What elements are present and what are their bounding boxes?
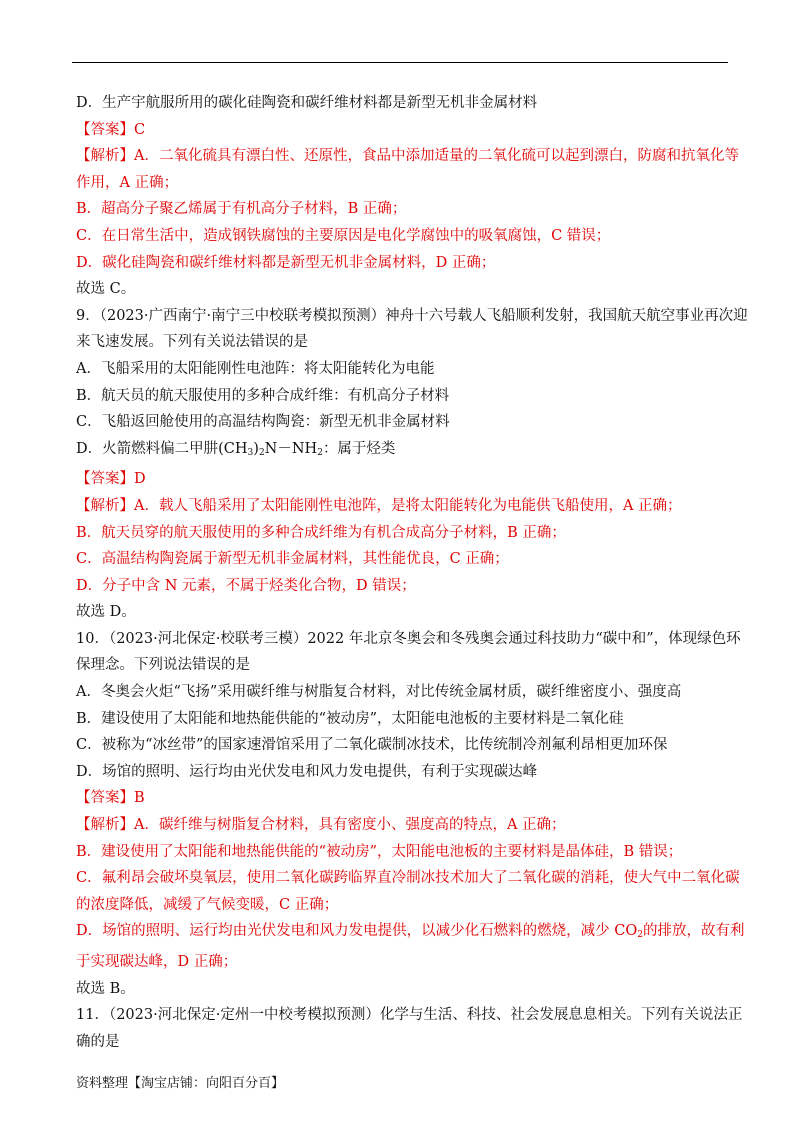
- question-text-line: 故选 C。: [76, 281, 136, 298]
- formula-part: 2: [317, 447, 323, 458]
- answer-analysis-line: D．碳化硅陶瓷和碳纤维材料都是新型无机非金属材料，D 正确；: [76, 254, 496, 271]
- question-text-line: 9．（2023·广西南宁·南宁三中校联考模拟预测）神舟十六号载人飞船顺利发射，我国航天航空事业再次迎: [76, 307, 748, 324]
- answer-analysis-line: 【答案】B: [76, 790, 145, 807]
- answer-analysis-line: B．超高分子聚乙烯属于有机高分子材料，B 正确；: [76, 201, 407, 218]
- answer-analysis-line: 【解析】A．载人飞船采用了太阳能刚性电池阵，是将太阳能转化为电能供飞船使用，A 正确；: [76, 497, 682, 514]
- answer-analysis-line: 【答案】C: [76, 121, 146, 138]
- answer-analysis-line: 作用，A 正确；: [76, 174, 179, 191]
- header-rule: [72, 62, 728, 63]
- question-text-line: D．场馆的照明、运行均由光伏发电和风力发电提供，有利于实现碳达峰: [76, 763, 538, 780]
- formula-part: ): [253, 440, 259, 457]
- answer-analysis-line: 于实现碳达峰，D 正确；: [76, 954, 238, 970]
- document-body: [76, 90, 748, 1055]
- question-text-line: A．飞船采用的太阳能刚性电池阵：将太阳能转化为电能: [76, 360, 435, 377]
- question-text-line: 保理念。下列说法错误的是: [76, 657, 250, 674]
- formula-part: N－NH: [264, 440, 318, 457]
- question-text-line: B．建设使用了太阳能和地热能供能的“被动房”，太阳能电池板的主要材料是二氧化硅: [76, 710, 624, 727]
- answer-analysis-line: C．氟利昂会破坏臭氧层，使用二氧化碳跨临界直冷制冰技术加大了二氧化碳的消耗，使大气中二氧化碳: [76, 870, 740, 887]
- answer-analysis-line: 【答案】D: [76, 471, 146, 488]
- answer-analysis-line: 的浓度降低，减缓了气候变暖，C 正确；: [76, 896, 339, 913]
- question-text-line: B．航天员的航天服使用的多种合成纤维：有机高分子材料: [76, 387, 450, 404]
- answer-analysis-line: C．在日常生活中，造成钢铁腐蚀的主要原因是电化学腐蚀中的吸氧腐蚀，C 错误；: [76, 227, 611, 244]
- footer-text: 资料整理【淘宝店铺：向阳百分百】: [76, 1076, 285, 1091]
- answer-analysis-line: 【解析】A．碳纤维与树脂复合材料，具有密度小、强度高的特点，A 正确；: [76, 817, 566, 834]
- formula-part: 2: [258, 447, 265, 458]
- answer-analysis-line: 【解析】A．二氧化硫具有漂白性、还原性，食品中添加适量的二氧化硫可以起到漂白，防腐和抗氧化等: [76, 148, 739, 165]
- formula-part: D．火箭燃料偏二甲肼(CH: [76, 440, 248, 457]
- formula-part: 3: [247, 447, 254, 458]
- question-text-line: D．生产宇航服所用的碳化硅陶瓷和碳纤维材料都是新型无机非金属材料: [76, 95, 538, 111]
- question-text-line: 故选 D。: [76, 604, 136, 621]
- co2-part: D．场馆的照明、运行均由光伏发电和风力发电提供，以减少化石燃料的燃烧，减少 CO: [76, 923, 638, 940]
- question-text-line: 来飞速发展。下列有关说法错误的是: [76, 334, 308, 351]
- question-text-line: 故选 B。: [76, 980, 135, 997]
- answer-analysis-line: B．建设使用了太阳能和地热能供能的“被动房”，太阳能电池板的主要材料是晶体硅，B 错误；: [76, 843, 683, 860]
- question-text-line: 11．（2023·河北保定·定州一中校考模拟预测）化学与生活、科技、社会发展息息相关。下列有关说法正: [76, 1007, 743, 1024]
- question-text-line: C．飞船返回舱使用的高温结构陶瓷：新型无机非金属材料: [76, 414, 450, 431]
- analysis-line-co2: [76, 918, 745, 949]
- question-option-formula: [76, 436, 726, 467]
- answer-analysis-line: C．高温结构陶瓷属于新型无机非金属材料，其性能优良，C 正确；: [76, 551, 509, 568]
- question-text-line: 10．（2023·河北保定·校联考三模）2022 年北京冬奥会和冬残奥会通过科技助力“碳中和”，体现绿色环: [76, 630, 741, 647]
- question-text-line: 确的是: [76, 1033, 120, 1050]
- question-text-line: C．被称为“冰丝带”的国家速滑馆采用了二氧化碳制冰技术，比传统制冷剂氟利昂相更加环保: [76, 737, 668, 754]
- answer-analysis-line: D．分子中含 N 元素，不属于烃类化合物，D 错误；: [76, 577, 416, 594]
- co2-part: 2: [637, 930, 643, 941]
- answer-analysis-line: B．航天员穿的航天服使用的多种合成纤维为有机合成高分子材料，B 正确；: [76, 524, 566, 541]
- question-text-line: A．冬奥会火炬“飞扬”采用碳纤维与树脂复合材料，对比传统金属材质，碳纤维密度小、强度高: [76, 684, 682, 701]
- co2-part: 的排放，故有利: [642, 923, 745, 940]
- formula-part: ：属于烃类: [322, 440, 396, 457]
